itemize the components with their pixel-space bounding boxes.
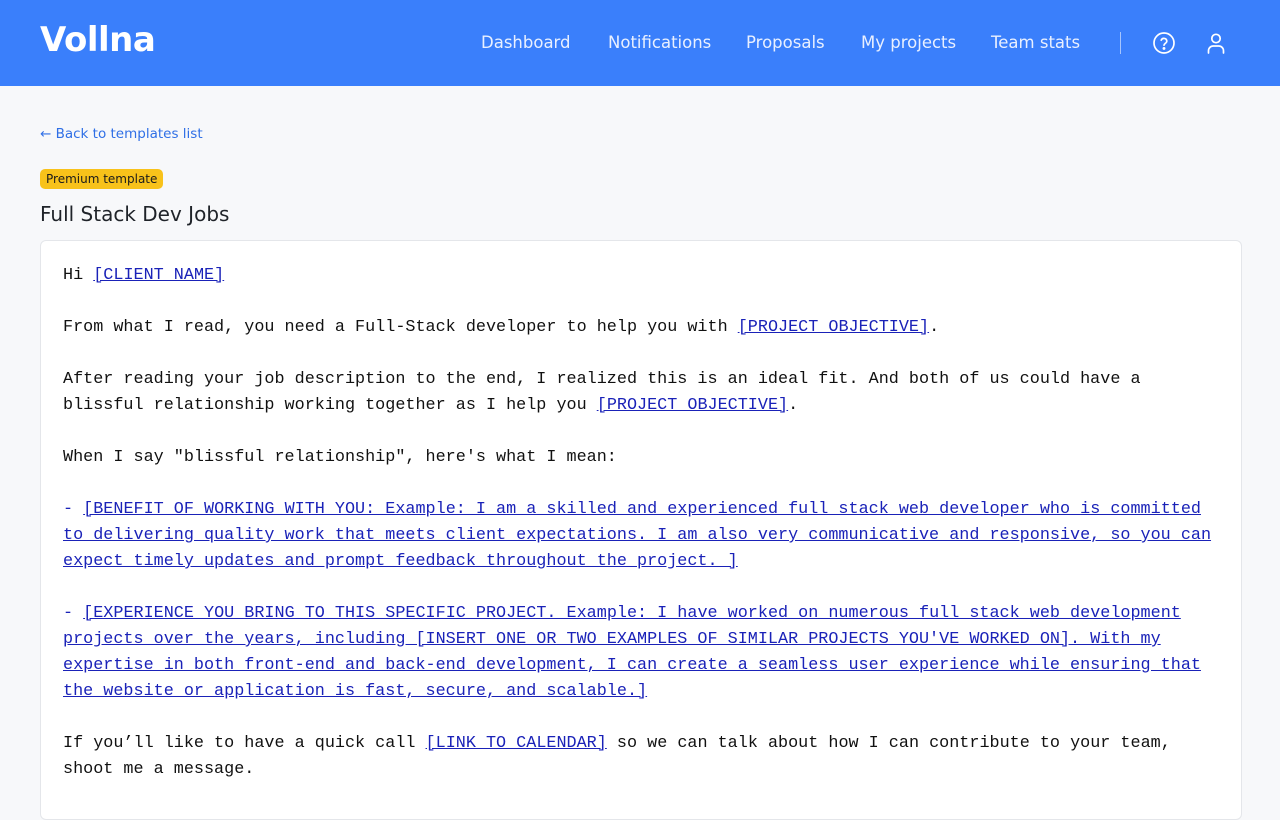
template-text [63,263,1228,809]
nav-my-projects[interactable]: My projects [861,33,957,52]
paragraph-call: If you’ll like to have a quick call [LINK TO CALENDAR] so we can talk about how I can contribute to your team, shoot me a message. [63,734,1171,779]
user-icon [1204,31,1228,55]
profile-button[interactable] [1203,30,1229,56]
premium-template-badge: Premium template [40,169,163,189]
template-content-card [40,240,1242,820]
paragraph-blissful: When I say "blissful relationship", here's what I mean: [63,448,617,467]
placeholder-calendar-link[interactable]: [LINK TO CALENDAR] [425,734,607,753]
paragraph-objective: From what I read, you need a Full-Stack developer to help you with [PROJECT OBJECTIVE]. [63,318,940,337]
help-icon [1152,31,1176,55]
placeholder-benefit[interactable]: [BENEFIT OF WORKING WITH YOU: Example: I am a skilled and experienced full stack web developer who is committed to delivering quality work that meets client expectations. I am also very communicative and responsive, so you can expect timely updates and prompt feedback throughout the project. ] [63,500,1212,571]
page-title: Full Stack Dev Jobs [40,202,230,226]
help-button[interactable] [1151,30,1177,56]
paragraph-fit: After reading your job description to the end, I realized this is an ideal fit. And both of us could have a blissful relationship working together as I help you [PROJECT OBJECTIVE]. [63,370,1141,415]
nav-team-stats[interactable]: Team stats [991,33,1081,52]
vollna-logo[interactable]: Vollna [40,20,156,60]
nav-notifications[interactable]: Notifications [608,33,712,52]
top-navigation-bar [0,0,1280,86]
back-to-templates-link[interactable]: ← Back to templates list [40,126,203,142]
nav-dashboard[interactable]: Dashboard [481,33,571,52]
placeholder-client-name[interactable]: [CLIENT NAME] [93,266,225,285]
placeholder-project-objective[interactable]: [PROJECT OBJECTIVE] [737,318,930,337]
placeholder-project-objective-2[interactable]: [PROJECT OBJECTIVE] [596,396,789,415]
placeholder-experience[interactable]: [EXPERIENCE YOU BRING TO THIS SPECIFIC PROJECT. Example: I have worked on numerous full stack web development projects over the years, including [INSERT ONE OR TWO EXAMPLES OF SIMILAR PROJECTS YOU'VE WORKED ON]. With my expertise in both front-end and back-end development, I can create a seamless user experience while ensuring that the website or application is fast, secure, and scalable.] [63,604,1201,701]
bullet-experience: - [EXPERIENCE YOU BRING TO THIS SPECIFIC PROJECT. Example: I have worked on numerous full stack web development projects over the years, including [INSERT ONE OR TWO EXAMPLES OF SIMILAR PROJECTS YOU'VE WORKED ON]. With my expertise in both front-end and back-end development, I can create a seamless user experience while ensuring that the website or application is fast, secure, and scalable.] [63,604,1201,701]
nav-proposals[interactable]: Proposals [746,33,825,52]
bullet-benefit: - [BENEFIT OF WORKING WITH YOU: Example: I am a skilled and experienced full stack web developer who is committed to delivering quality work that meets client expectations. I am also very communicative and responsive, so you can expect timely updates and prompt feedback throughout the project. ] [63,500,1212,571]
greeting-line: Hi [CLIENT NAME] [63,266,225,285]
nav-divider [1120,32,1121,54]
